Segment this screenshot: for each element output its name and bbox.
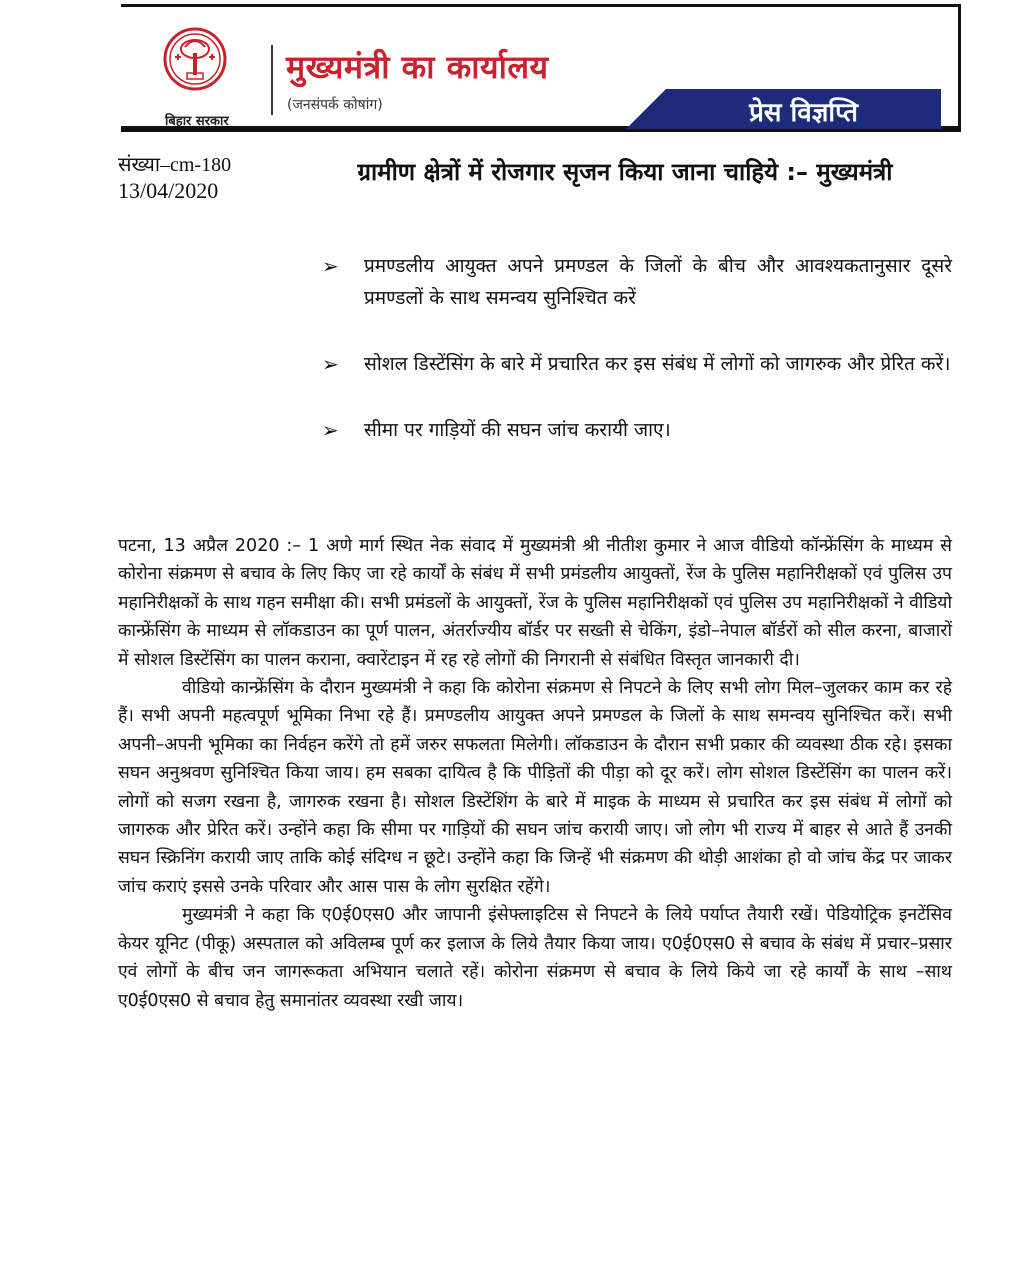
office-subtitle: (जनसंपर्क कोषांग)	[287, 97, 383, 113]
body-paragraph: पटना, 13 अप्रैल 2020 :– 1 अणे मार्ग स्थित नेक संवाद में मुख्यमंत्री श्री नीतीश कुमार ने आज वीडियो कॉन्फ्रेंसिंग के माध्यम से कोरोना संक्रमण से बचाव के लिए किए जा रहे कार्यों के संबंध में सभी प्रमंडलीय आयुक्तों, रेंज के पुलिस महानिरीक्षकों एवं पुलिस उप महानिरीक्षकों के साथ गहन समीक्षा की। सभी प्रमंडलों के आयुक्तों, रेंज के पुलिस महानिरीक्षकों एवं पुलिस उप महानिरीक्षकों ने वीडियो कान्फ्रेंसिंग के माध्यम से लॉकडाउन का पूर्ण पालन, अंतर्राज्यीय बॉर्डर पर सख्ती से चेकिंग, इंडो–नेपाल बॉर्डरों को सील करना, बाजारों में सोशल डिस्टेंसिंग का पालन कराना, क्वारेंटाइन में रह रहे लोगों की निगरानी से संबंधित विस्तृत जानकारी दी।	[118, 536, 952, 670]
release-body	[118, 532, 952, 1015]
header-divider	[271, 45, 273, 115]
highlight-item	[322, 348, 952, 380]
emblem-caption: बिहार सरकार	[165, 114, 229, 129]
highlights-list	[322, 250, 952, 480]
press-release-badge	[666, 89, 941, 129]
highlight-text: प्रमण्डलीय आयुक्त अपने प्रमण्डल के जिलों के बीच और आवश्यकतानुसार दूसरे प्रमण्डलों के साथ समन्वय सुनिश्चित करें	[364, 255, 952, 309]
body-paragraph: वीडियो कान्फ्रेंसिंग के दौरान मुख्यमंत्री ने कहा कि कोरोना संक्रमण से निपटने के लिए सभी लोग मिल–जुलकर काम कर रहे हैं। सभी अपनी महत्वपूर्ण भूमिका निभा रहे हैं। प्रमण्डलीय आयुक्त अपने प्रमण्डल के जिलों के साथ समन्वय सुनिश्चित करें। सभी अपनी–अपनी भूमिका का निर्वहन करेंगे तो हमें जरुर सफलता मिलेगी। लॉकडाउन के दौरान सभी प्रकार की व्यवस्था ठीक रहे। इसका सघन अनुश्रवण सुनिश्चित किया जाय। हम सबका दायित्व है कि पीड़ितों की पीड़ा को दूर करें। लोग सोशल डिस्टेंसिंग का पालन करें। लोगों को सजग रखना है, जागरुक रखना है। सोशल डिस्टेंशिंग के बारे में माइक के माध्यम से प्रचारित कर इस संबंध में लोगों को जागरुक और प्रेरित करें। उन्होंने कहा कि सीमा पर गाड़ियों की सघन जांच करायी जाए। जो लोग भी राज्य में बाहर से आते हैं उनकी सघन स्क्रिनिंग करायी जाए ताकि कोई संदिग्ध न छूटे। उन्होंने कहा कि जिन्हें भी संक्रमण की थोड़ी आशंका हो वो जांच केंद्र पर जाकर जांच कराएं इससे उनके परिवार और आस पास के लोग सुरक्षित रहेंगे।	[118, 678, 952, 897]
release-number: संख्या–cm-180	[118, 154, 232, 176]
body-paragraph: मुख्यमंत्री ने कहा कि ए0ई0एस0 और जापानी इंसेफ्लाइटिस से निपटने के लिये पर्याप्त तैयारी रखें। पेडियोट्रिक इनटेंसिव केयर यूनिट (पीकू) अस्पताल को अविलम्ब पूर्ण कर इलाज के लिये तैयार किया जाय। ए0ई0एस0 से बचाव के संबंध में प्रचार–प्रसार एवं लोगों के बीच जन जागरूकता अभियान चलाते रहें। कोरोना संक्रमण से बचाव के लिये किये जा रहे कार्यों के साथ –साथ ए0ई0एस0 से बचाव हेतु समानांतर व्यवस्था रखी जाय।	[118, 905, 952, 1011]
press-release-header	[121, 4, 961, 132]
arrow-bullet-icon: ➢	[322, 418, 339, 442]
release-meta	[118, 150, 231, 206]
highlight-item	[322, 414, 952, 446]
release-date: 13/04/2020	[118, 178, 219, 203]
press-badge-tab	[626, 89, 666, 129]
headline: ग्रामीण क्षेत्रों में रोजगार सृजन किया जाना चाहिये :– मुख्यमंत्री	[357, 158, 893, 186]
arrow-bullet-icon: ➢	[322, 254, 339, 278]
highlight-text: सोशल डिस्टेंसिंग के बारे में प्रचारित कर इस संबंध में लोगों को जागरुक और प्रेरित करें।	[364, 353, 951, 375]
arrow-bullet-icon: ➢	[322, 352, 339, 376]
highlight-item	[322, 250, 952, 314]
office-title: मुख्यमंत्री का कार्यालय	[286, 48, 549, 86]
bihar-emblem-icon	[163, 27, 227, 91]
press-release-label: प्रेस विज्ञप्ति	[749, 98, 858, 128]
highlight-text: सीमा पर गाड़ियों की सघन जांच करायी जाए।	[364, 419, 671, 441]
